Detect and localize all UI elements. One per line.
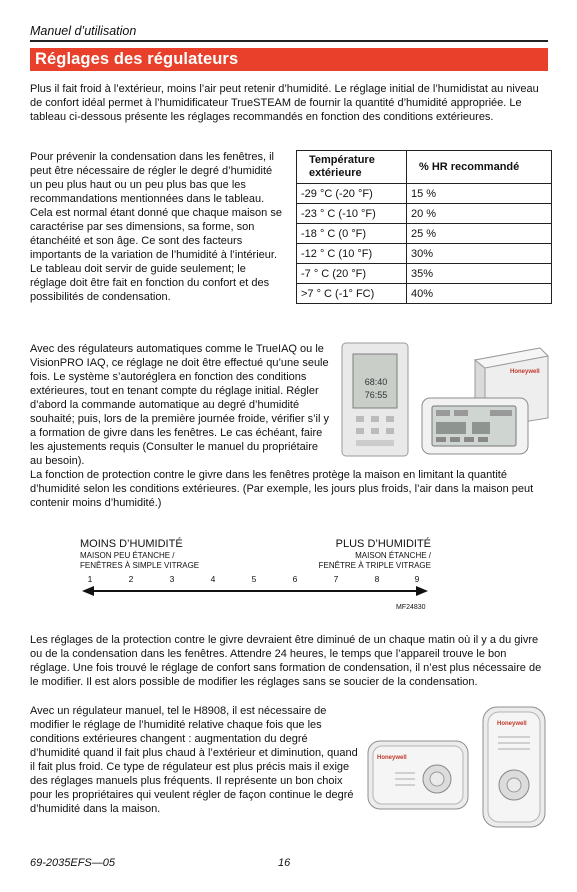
- scale-right-label: [319, 538, 431, 571]
- adjustment-paragraph: Les réglages de la protection contre le givre devraient être diminué de un chaque matin où il y a du givre ou de la condensation dans les fenêtres. Attendre 24 heures, le temps que l’appareil trouve le bon réglage. Une fois trouvé le réglage de confort sans formation de condensation, il n’est plus nécessaire de le modifier. Il est alors possible de modifier les réglages sans se soucier de la condensation.: [30, 634, 542, 688]
- trueiaq-controller-image: [342, 343, 408, 456]
- table-cell: -18 ° C (0 °F): [297, 224, 407, 244]
- manual-humidistats-illustration: [365, 703, 550, 833]
- table-row: [297, 244, 552, 264]
- header-rule: [30, 40, 548, 42]
- brand-logo-2: Honeywell: [377, 755, 407, 761]
- page-header: Manuel d’utilisation: [30, 24, 137, 38]
- scale-right-sub2: FENÊTRE À TRIPLE VITRAGE: [318, 561, 431, 570]
- section-title-bar: [30, 48, 548, 71]
- scale-tick: 5: [251, 574, 257, 584]
- table-cell: -29 °C (-20 °F): [297, 184, 407, 204]
- table-row: [297, 184, 552, 204]
- scale-tick: 1: [87, 574, 93, 584]
- scale-left-label: [80, 538, 199, 571]
- scale-right-heading: PLUS D’HUMIDITÉ: [335, 538, 431, 550]
- table-row: [297, 224, 552, 244]
- scale-left-heading: MOINS D’HUMIDITÉ: [80, 538, 183, 550]
- table-cell: -23 ° C (-10 °F): [297, 204, 407, 224]
- automatic-controllers-illustration: [340, 340, 550, 460]
- display-line-2: 76:55: [364, 390, 388, 400]
- figure-id: MF24830: [396, 604, 426, 611]
- scale-tick: 8: [374, 574, 380, 584]
- condensation-paragraph: Pour prévenir la condensation dans les fenêtres, il peut être nécessaire de régler le degré d’humidité un peu plus haut ou un peu plus bas que les recommandations mentionnées dans le tableau. Cela est normal étant donné que chaque maison se caractérise par ses dimensions, sa forme, son étanchéité et son âge. Ce sont des facteurs importants de la variation de l’humidité à l’intérieur. Le tableau doit servir de guide seulement; le réglage doit être fait en fonction du confort et des possibilités de condensation.: [30, 151, 282, 303]
- scale-left-sub2: FENÊTRES À SIMPLE VITRAGE: [80, 561, 200, 570]
- table-cell: 25 %: [407, 224, 552, 244]
- scale-tick: 4: [210, 574, 216, 584]
- document-number: 69-2035EFS—05: [30, 857, 115, 869]
- table-cell: -7 ° C (20 °F): [297, 264, 407, 284]
- scale-tick: 2: [128, 574, 134, 584]
- manual-control-paragraph: Avec un régulateur manuel, tel le H8908, il est nécessaire de modifier le réglage de l’humidité relative chaque fois que les conditions extérieures changent : augmentation du degré d’humidité quand il fait plus chaud à l’extérieur et diminution, quand il fait plus froid. Ce type de régulateur est plus précis mais il exige des réglages manuels plus fréquents. Il représente un bon choix pour les propriétaires qui veulent régler de façon continue le degré d’humidité dans la maison.: [30, 705, 358, 815]
- brand-logo-1: Honeywell: [510, 369, 540, 375]
- h8908-wide-humidistat-image: [368, 741, 468, 809]
- intro-paragraph: Plus il fait froid à l’extérieur, moins l’air peut retenir d’humidité. Le réglage initial de l’humidistat au niveau de confort idéal permet à l’humidificateur TrueSTEAM de fournir la quantité d’humidité appropriée. Le tableau ci-dessous présente les réglages recommandés en fonction des conditions extérieures.: [30, 83, 539, 123]
- scale-right-sub1: MAISON ÉTANCHE /: [355, 551, 431, 560]
- table-cell: >7 ° C (-1° FC): [297, 284, 407, 304]
- table-row: [297, 204, 552, 224]
- humidity-table: [296, 150, 552, 304]
- table-cell: -12 ° C (10 °F): [297, 244, 407, 264]
- page-number: 16: [278, 857, 291, 869]
- table-row: [297, 264, 552, 284]
- scale-tick: 3: [169, 574, 175, 584]
- table-cell: 20 %: [407, 204, 552, 224]
- display-line-1: 68:40: [364, 377, 388, 387]
- table-header-temperature: Température extérieure: [297, 151, 407, 184]
- h8908-tall-humidistat-image: [483, 707, 545, 827]
- automatic-controls-paragraph: Avec des régulateurs automatiques comme le TrueIAQ ou le VisionPRO IAQ, ce réglage ne doit être effectué qu’une seule fois. Le système s’autoréglera en fonction des conditions extérieures, tout en tenant compte du réglage initial. Régler d’abord la commande automatique au degré d’humidité souhaité; puis, lors de la première journée froide, vérifier s’il y a formation de givre dans les fenêtres. Le cas échéant, faire les ajustements requis (Consulter le manuel du propriétaire au besoin).: [30, 343, 329, 467]
- table-cell: 15 %: [407, 184, 552, 204]
- table-cell: 40%: [407, 284, 552, 304]
- scale-tick: 7: [333, 574, 339, 584]
- brand-logo-3: Honeywell: [497, 721, 527, 727]
- table-cell: 35%: [407, 264, 552, 284]
- table-cell: 30%: [407, 244, 552, 264]
- table-row: [297, 284, 552, 304]
- visionpro-thermostat-image: [422, 398, 528, 454]
- scale-tick: 6: [292, 574, 298, 584]
- double-arrow-icon: [80, 584, 430, 598]
- scale-left-sub1: MAISON PEU ÉTANCHE /: [80, 551, 175, 560]
- section-title: Réglages des régulateurs: [35, 50, 239, 68]
- table-header-row: [297, 151, 552, 184]
- table-header-rh: % HR recommandé: [407, 151, 552, 184]
- scale-tick: 9: [414, 574, 420, 584]
- frost-protection-paragraph: La fonction de protection contre le givre dans les fenêtres protège la maison en limitant la quantité d’humidité selon les conditions extérieures. (Par exemple, les jours plus froids, l’air dans la maison peut contenir moins d’humidité.): [30, 469, 534, 509]
